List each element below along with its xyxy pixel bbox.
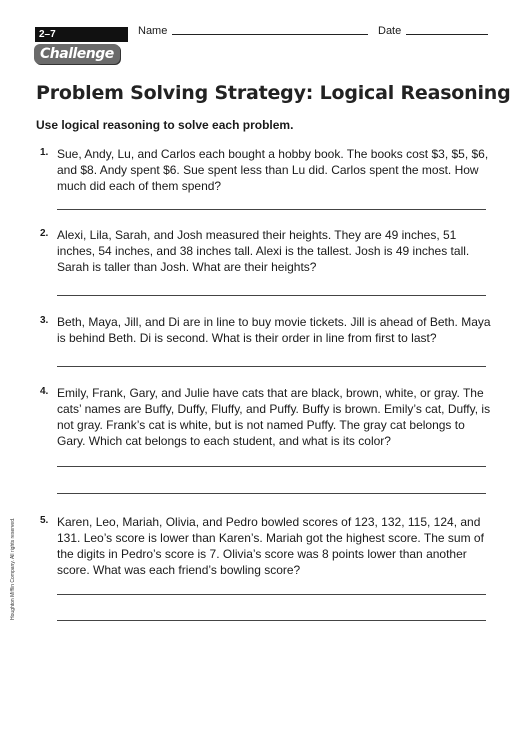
date-field[interactable] bbox=[378, 25, 401, 37]
problem-number: 1. bbox=[40, 147, 49, 158]
date-label: Date bbox=[378, 25, 402, 37]
problem-text: Alexi, Lila, Sarah, and Josh measured their heights. They are 49 inches, 51 inches, 54 inches, and 38 inches tall. Alexi is the tallest. Josh is 49 inches tall. Sarah is taller than Josh. What are their heights? bbox=[57, 228, 470, 274]
problem-text: Sue, Andy, Lu, and Carlos each bought a hobby book. The books cost $3, $5, $6, and $8. Andy spent $6. Sue spent less than Lu did. Carlos spent the most. How much did each of them spend? bbox=[57, 147, 489, 193]
answer-line-1[interactable] bbox=[57, 209, 486, 210]
challenge-badge: Challenge bbox=[34, 44, 120, 64]
answer-line-2[interactable] bbox=[57, 295, 486, 296]
name-label: Name bbox=[138, 25, 168, 37]
problem-4 bbox=[36, 385, 491, 449]
problem-text: Beth, Maya, Jill, and Di are in line to buy movie tickets. Jill is ahead of Beth. Maya is behind Beth. Di is second. What is their order in line from first to last? bbox=[57, 315, 491, 345]
problem-number: 2. bbox=[40, 228, 49, 239]
problem-text: Karen, Leo, Mariah, Olivia, and Pedro bowled scores of 123, 132, 115, 124, and 131. Leo’s score is lower than Karen’s. Mariah got the highest score. The sum of the digits in Pedro’s score is 7. Olivia’s score was 8 points lower than another score. What was each friend’s bowling score? bbox=[57, 515, 484, 577]
answer-line-4b[interactable] bbox=[57, 493, 486, 494]
problem-5 bbox=[36, 514, 491, 578]
page-title: Problem Solving Strategy: Logical Reasoning bbox=[36, 82, 511, 104]
copyright-notice: Houghton Mifflin Company. All rights reserved. bbox=[10, 517, 16, 620]
answer-line-5a[interactable] bbox=[57, 594, 486, 595]
instructions: Use logical reasoning to solve each problem. bbox=[36, 118, 294, 132]
problem-text: Emily, Frank, Gary, and Julie have cats that are black, brown, white, or gray. The cats’ names are Buffy, Duffy, Fluffy, and Puffy. Buffy is brown. Emily’s cat, Duffy, is not gray. Frank’s cat is white, but is not named Puffy. The gray cat belongs to Gary. Which cat belongs to each student, and what is its color? bbox=[57, 386, 491, 448]
name-line[interactable] bbox=[172, 34, 368, 35]
lesson-number: 2–7 bbox=[35, 27, 128, 42]
problem-number: 5. bbox=[40, 515, 49, 526]
answer-line-5b[interactable] bbox=[57, 620, 486, 621]
date-line[interactable] bbox=[406, 34, 488, 35]
problem-number: 4. bbox=[40, 386, 49, 397]
problem-2 bbox=[36, 227, 491, 275]
problem-number: 3. bbox=[40, 315, 49, 326]
name-field[interactable] bbox=[138, 25, 167, 37]
answer-line-4a[interactable] bbox=[57, 466, 486, 467]
problem-1 bbox=[36, 146, 491, 194]
problem-3 bbox=[36, 314, 491, 346]
answer-line-3[interactable] bbox=[57, 366, 486, 367]
